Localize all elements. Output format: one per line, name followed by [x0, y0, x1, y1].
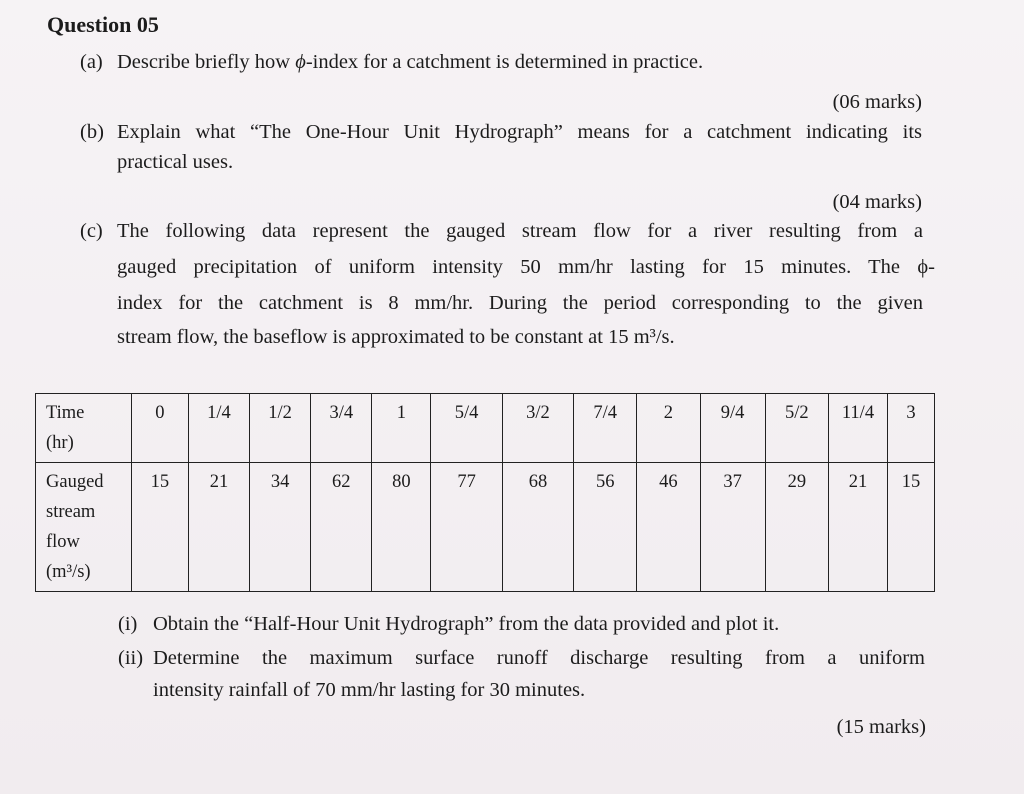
flow-header-line-3: flow	[46, 532, 80, 552]
time-header-line-1: Time	[46, 403, 85, 423]
flow-cell: 46	[637, 463, 700, 592]
sub-ii-line-1	[153, 647, 925, 670]
sub-ii-line-2: intensity rainfall of 70 mm/hr lasting for 30 minutes.	[153, 679, 586, 701]
flow-cell: 21	[828, 463, 887, 592]
flow-header-line-4: (m³/s)	[46, 562, 91, 582]
part-c-line-3-text: index for the catchment is 8 mm/hr. During the period corresponding to the given	[117, 292, 923, 314]
stream-flow-table	[35, 393, 935, 592]
time-cell: 1	[372, 394, 431, 463]
part-c-line-4: stream flow, the baseflow is approximated to be constant at 15 m³/s.	[117, 326, 675, 348]
part-c-line-1-text: The following data represent the gauged stream flow for a river resulting from a	[117, 220, 923, 242]
part-c-line-3	[117, 292, 923, 315]
flow-cell: 29	[765, 463, 828, 592]
time-cell: 3/2	[502, 394, 573, 463]
part-b-line-1-text: Explain what “The One-Hour Unit Hydrograph” means for a catchment indicating its	[117, 121, 922, 143]
sub-i-text: Obtain the “Half-Hour Unit Hydrograph” from the data provided and plot it.	[153, 613, 780, 635]
part-a-text-post: -index for a catchment is determined in practice.	[305, 51, 704, 73]
part-a-text-pre: Describe briefly how	[117, 51, 291, 73]
time-header	[36, 394, 132, 463]
flow-cell: 80	[372, 463, 431, 592]
part-c-label: (c)	[80, 220, 103, 242]
part-c-line-1	[117, 220, 923, 243]
part-b-marks: (04 marks)	[832, 191, 922, 213]
flow-header-line-2: stream	[46, 502, 96, 522]
flow-cell: 37	[700, 463, 765, 592]
flow-cell: 56	[574, 463, 637, 592]
sub-i-label: (i)	[118, 613, 138, 635]
time-cell: 9/4	[700, 394, 765, 463]
time-cell: 1/2	[250, 394, 311, 463]
time-cell: 0	[131, 394, 188, 463]
time-cell: 1/4	[188, 394, 249, 463]
flow-cell: 62	[311, 463, 372, 592]
part-c-line-2-text: gauged precipitation of uniform intensity 50 mm/hr lasting for 15 minutes. The ϕ-	[117, 256, 935, 278]
flow-cell: 15	[888, 463, 935, 592]
part-b-label: (b)	[80, 121, 104, 143]
time-header-line-2: (hr)	[46, 433, 74, 453]
flow-cell: 77	[431, 463, 502, 592]
part-a-marks: (06 marks)	[832, 91, 922, 113]
time-cell: 3	[888, 394, 935, 463]
part-b-line-2: practical uses.	[117, 151, 234, 173]
sub-ii-label: (ii)	[118, 647, 144, 669]
part-b-line-1	[117, 121, 922, 144]
flow-cell: 68	[502, 463, 573, 592]
part-c-line-2	[117, 256, 935, 279]
flow-cell: 34	[250, 463, 311, 592]
time-cell: 5/4	[431, 394, 502, 463]
time-cell: 7/4	[574, 394, 637, 463]
time-cell: 2	[637, 394, 700, 463]
time-cell: 11/4	[828, 394, 887, 463]
question-title: Question 05	[47, 12, 159, 37]
part-a-text	[117, 51, 703, 74]
flow-header-line-1: Gauged	[46, 472, 104, 492]
time-row	[36, 394, 935, 463]
final-marks: (15 marks)	[836, 716, 926, 738]
flow-cell: 21	[188, 463, 249, 592]
time-cell: 3/4	[311, 394, 372, 463]
time-cell: 5/2	[765, 394, 828, 463]
flow-header	[36, 463, 132, 592]
part-a-label: (a)	[80, 51, 103, 73]
flow-row	[36, 463, 935, 592]
flow-cell: 15	[131, 463, 188, 592]
sub-ii-line-1-text: Determine the maximum surface runoff discharge resulting from a uniform	[153, 647, 925, 669]
phi-symbol: ϕ	[295, 51, 306, 73]
